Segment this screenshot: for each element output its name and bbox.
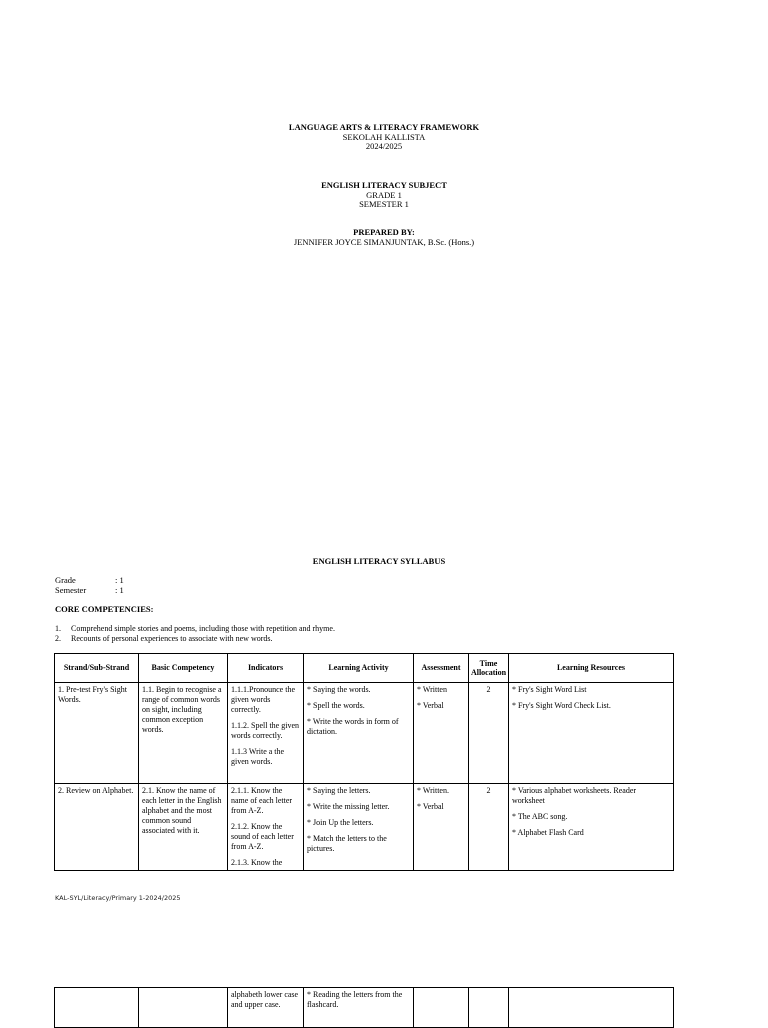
header-strand: Strand/Sub-Strand <box>55 654 139 683</box>
cell-resources: * Fry's Sight Word List * Fry's Sight Word Check List. <box>509 683 674 784</box>
cell-strand: 1. Pre-test Fry's Sight Words. <box>55 683 139 784</box>
school-name: SEKOLAH KALLISTA <box>342 131 426 142</box>
grade-label: Grade <box>55 575 76 585</box>
subject-title: ENGLISH LITERACY SUBJECT <box>321 180 447 190</box>
cell-indicators: 1.1.1.Pronounce the given words correctly. 1.1.2. Spell the given words correctly. 1.1.3 Write a the given words. <box>228 683 304 784</box>
cell-strand <box>55 988 139 1028</box>
framework-title: LANGUAGE ARTS & LITERACY FRAMEWORK <box>288 122 480 132</box>
semester-line: SEMESTER 1 <box>359 199 409 209</box>
cell-indicators: alphabeth lower case and upper case. <box>228 988 304 1028</box>
header-resources: Learning Resources <box>509 654 674 683</box>
cell-competency: 1.1. Begin to recognise a range of common words on sight, including common exception words. <box>139 683 228 784</box>
cell-strand: 2. Review on Alphabet. <box>55 784 139 871</box>
cell-time: 2 <box>469 784 509 871</box>
cell-time <box>469 988 509 1028</box>
header-competency: Basic Competency <box>139 654 228 683</box>
grade-row <box>55 575 124 585</box>
cell-resources: * Various alphabet worksheets. Reader worksheet * The ABC song. * Alphabet Flash Card <box>509 784 674 871</box>
table-row <box>55 784 674 871</box>
cell-activity: * Saying the letters. * Write the missing letter. * Join Up the letters. * Match the letters to the pictures. <box>304 784 414 871</box>
semester-label: Semester <box>55 585 87 595</box>
semester-value: : 1 <box>115 585 124 595</box>
list-item: 1. Comprehend simple stories and poems, including those with repetition and rhyme. <box>55 624 335 633</box>
table-row <box>55 683 674 784</box>
header-assessment: Assessment <box>414 654 469 683</box>
semester-row <box>55 585 124 595</box>
core-competencies-title: CORE COMPETENCIES: <box>55 604 154 614</box>
cell-assessment: * Written * Verbal <box>414 683 469 784</box>
cell-assessment <box>414 988 469 1028</box>
cell-indicators: 2.1.1. Know the name of each letter from A-Z. 2.1.2. Know the sound of each letter from A-Z. 2.1.3. Know the <box>228 784 304 871</box>
syllabus-title: ENGLISH LITERACY SYLLABUS <box>312 556 446 566</box>
syllabus-table-continued <box>54 987 674 1028</box>
prepared-by-name: JENNIFER JOYCE SIMANJUNTAK, B.Sc. (Hons.) <box>293 236 475 247</box>
prepared-by-label: PREPARED BY: <box>353 227 415 237</box>
header-activity: Learning Activity <box>304 654 414 683</box>
grade-line: GRADE 1 <box>366 189 402 200</box>
cell-time: 2 <box>469 683 509 784</box>
academic-year: 2024/2025 <box>365 141 403 151</box>
table-header-row <box>55 654 674 683</box>
cell-activity: * Saying the words. * Spell the words. * Write the words in form of dictation. <box>304 683 414 784</box>
subject-block <box>0 181 768 210</box>
prepared-block <box>0 228 768 247</box>
cell-competency <box>139 988 228 1028</box>
cell-assessment: * Written. * Verbal <box>414 784 469 871</box>
page-footer: KAL-SYL/Literacy/Primary 1-2024/2025 <box>55 894 181 902</box>
cell-competency: 2.1. Know the name of each letter in the English alphabet and the most common sound associated with it. <box>139 784 228 871</box>
cell-activity: * Reading the letters from the flashcard. <box>304 988 414 1028</box>
syllabus-table <box>54 653 674 871</box>
cell-resources <box>509 988 674 1028</box>
list-item: 2. Recounts of personal experiences to associate with new words. <box>55 633 273 643</box>
header-time: Time Allocation <box>469 654 509 683</box>
core-competencies-list <box>55 624 335 643</box>
header-indicators: Indicators <box>228 654 304 683</box>
cover-header <box>0 123 768 152</box>
table-row <box>55 988 674 1028</box>
grade-value: : 1 <box>115 575 124 585</box>
